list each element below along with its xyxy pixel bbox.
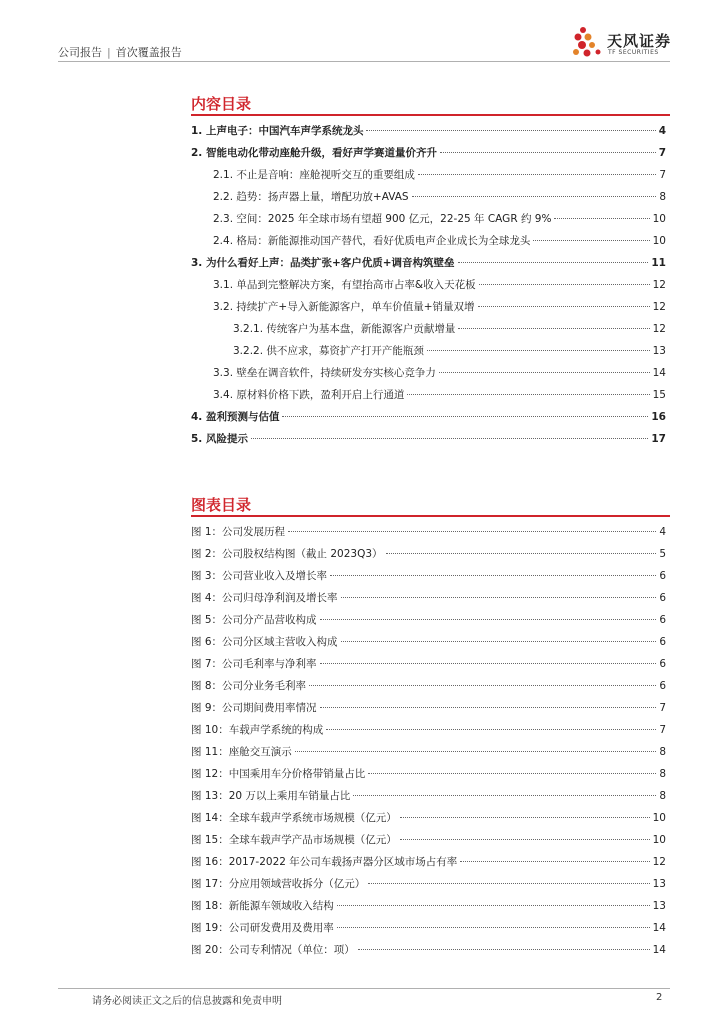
toc-item[interactable]: 3.4. 原材料价格下跌，盈利开启上行通道 15	[213, 389, 666, 401]
toc-item[interactable]: 3.2.1. 传统客户为基本盘，新能源客户贡献增量 12	[233, 323, 666, 335]
logo-name: 天风证券	[607, 32, 672, 50]
report-type: 公司报告	[58, 46, 102, 59]
figure-item[interactable]: 图 4：公司归母净利润及增长率 6	[191, 592, 666, 604]
figure-item[interactable]: 图 18：新能源车领域收入结构 13	[191, 900, 666, 912]
figures-title: 图表目录	[191, 496, 252, 514]
figure-item[interactable]: 图 16：2017-2022 年公司车载扬声器分区域市场占有率 12	[191, 856, 666, 868]
contents-title: 内容目录	[191, 95, 252, 113]
toc-item[interactable]: 3. 为什么看好上声：品类扩张+客户优质+调音构筑壁垒 11	[191, 257, 666, 269]
toc-item[interactable]: 1. 上声电子：中国汽车声学系统龙头 4	[191, 125, 666, 137]
toc-item[interactable]: 3.2. 持续扩产+导入新能源客户，单车价值量+销量双增 12	[213, 301, 666, 313]
toc-item[interactable]: 3.3. 壁垒在调音软件，持续研发夯实核心竞争力 14	[213, 367, 666, 379]
toc-item[interactable]: 4. 盈利预测与估值 16	[191, 411, 666, 423]
figure-item[interactable]: 图 3：公司营业收入及增长率 6	[191, 570, 666, 582]
toc-item[interactable]: 5. 风险提示 17	[191, 433, 666, 445]
figure-item[interactable]: 图 8：公司分业务毛利率 6	[191, 680, 666, 692]
footer-disclaimer: 请务必阅读正文之后的信息披露和免责申明	[92, 996, 282, 1007]
toc-item[interactable]: 2.2. 趋势：扬声器上量，增配功放+AVAS 8	[213, 191, 666, 203]
toc-item[interactable]: 2.1. 不止是音响：座舱视听交互的重要组成 7	[213, 169, 666, 181]
figure-item[interactable]: 图 12：中国乘用车分价格带销量占比 8	[191, 768, 666, 780]
figure-item[interactable]: 图 10：车载声学系统的构成 7	[191, 724, 666, 736]
figure-item[interactable]: 图 6：公司分区域主营收入构成 6	[191, 636, 666, 648]
report-subtype: 首次覆盖报告	[115, 46, 182, 59]
footer-divider	[58, 988, 670, 989]
toc-item[interactable]: 2. 智能电动化带动座舱升级，看好声学赛道量价齐升 7	[191, 147, 666, 159]
figure-item[interactable]: 图 9：公司期间费用率情况 7	[191, 702, 666, 714]
page-number: 2	[656, 992, 663, 1003]
figure-item[interactable]: 图 1：公司发展历程 4	[191, 526, 666, 538]
figure-item[interactable]: 图 17：分应用领域营收拆分（亿元） 13	[191, 878, 666, 890]
toc-item[interactable]: 2.3. 空间：2025 年全球市场有望超 900 亿元，22-25 年 CAGR 约 9% 10	[213, 213, 666, 225]
figure-item[interactable]: 图 14：全球车载声学系统市场规模（亿元） 10	[191, 812, 666, 824]
figure-item[interactable]: 图 20：公司专利情况（单位：项） 14	[191, 944, 666, 956]
report-type-header	[58, 44, 182, 60]
figure-item[interactable]: 图 11：座舱交互演示 8	[191, 746, 666, 758]
figure-item[interactable]: 图 2：公司股权结构图（截止 2023Q3） 5	[191, 548, 666, 560]
contents-title-rule	[191, 114, 670, 116]
toc-item[interactable]: 3.2.2. 供不应求，募资扩产打开产能瓶颈 13	[233, 345, 666, 357]
toc-item[interactable]: 3.1. 单品到完整解决方案，有望抬高市占率&收入天花板 12	[213, 279, 666, 291]
header-separator: |	[107, 46, 111, 59]
figure-item[interactable]: 图 19：公司研发费用及费用率 14	[191, 922, 666, 934]
toc-item[interactable]: 2.4. 格局：新能源推动国产替代，看好优质电声企业成长为全球龙头 10	[213, 235, 666, 247]
figure-item[interactable]: 图 13：20 万以上乘用车销量占比 8	[191, 790, 666, 802]
logo-subtitle: TF SECURITIES	[608, 49, 659, 56]
figures-title-rule	[191, 515, 670, 517]
figure-item[interactable]: 图 7：公司毛利率与净利率 6	[191, 658, 666, 670]
figure-item[interactable]: 图 15：全球车载声学产品市场规模（亿元） 10	[191, 834, 666, 846]
figure-item[interactable]: 图 5：公司分产品营收构成 6	[191, 614, 666, 626]
